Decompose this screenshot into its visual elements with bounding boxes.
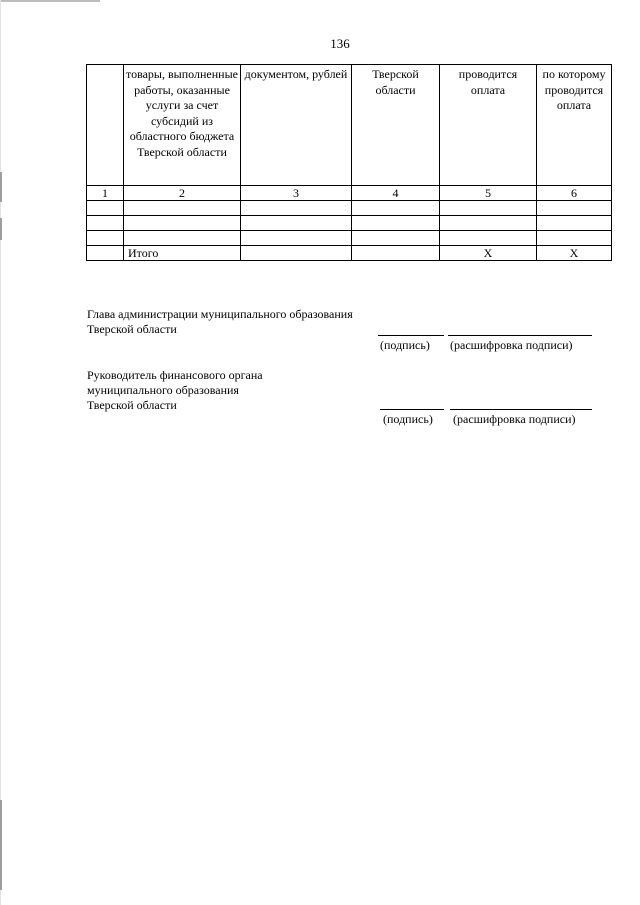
header-cell: документом, рублей — [241, 65, 352, 186]
scan-edge-left — [0, 0, 1, 905]
table-row — [87, 231, 612, 246]
decoding-line — [450, 409, 592, 410]
header-cell: товары, выполненные работы, оказанные услуги за счет субсидий из областного бюджета Тверской области — [124, 65, 241, 186]
table-cell — [440, 216, 537, 231]
table-cell — [241, 231, 352, 246]
table-cell — [87, 231, 124, 246]
table-row — [87, 201, 612, 216]
total-row — [87, 246, 612, 261]
table-row — [87, 216, 612, 231]
scan-mark — [0, 172, 2, 202]
table-cell — [124, 216, 241, 231]
signature-line — [380, 409, 444, 410]
signature-line — [378, 335, 444, 336]
signatory-finance-title — [87, 368, 263, 413]
scan-mark — [0, 800, 2, 890]
table-cell — [352, 231, 440, 246]
decoding-caption: (расшифровка подписи) — [453, 412, 576, 426]
report-table — [86, 64, 612, 261]
scan-edge-top — [0, 0, 100, 2]
decoding-caption: (расшифровка подписи) — [450, 338, 573, 352]
signatory-head-title — [87, 307, 353, 337]
signatory-title-line: муниципального образования — [87, 383, 239, 397]
total-col6-mark: Х — [537, 246, 612, 261]
table-header-row — [87, 65, 612, 186]
column-number: 2 — [124, 186, 241, 201]
table-cell — [241, 246, 352, 261]
signatory-title-line: Руководитель финансового органа — [87, 368, 263, 382]
table-cell — [124, 231, 241, 246]
total-label: Итого — [124, 246, 241, 261]
table-cell — [241, 216, 352, 231]
table-cell — [124, 201, 241, 216]
table-cell — [440, 201, 537, 216]
page-number: 136 — [330, 36, 350, 51]
scan-mark — [0, 218, 2, 240]
column-number: 5 — [440, 186, 537, 201]
table-cell — [87, 246, 124, 261]
table-cell — [440, 231, 537, 246]
signatory-title-line: Тверской области — [87, 322, 177, 336]
table-cell — [352, 216, 440, 231]
column-number: 1 — [87, 186, 124, 201]
column-number-row — [87, 186, 612, 201]
table-cell — [87, 216, 124, 231]
column-number: 4 — [352, 186, 440, 201]
table-cell — [352, 201, 440, 216]
table-cell — [87, 201, 124, 216]
signature-caption: (подпись) — [380, 338, 430, 352]
column-number: 3 — [241, 186, 352, 201]
signatory-title-line: Глава администрации муниципального образования — [87, 307, 353, 321]
column-number: 6 — [537, 186, 612, 201]
header-cell — [87, 65, 124, 186]
decoding-line — [448, 335, 592, 336]
table-cell — [537, 201, 612, 216]
header-cell: Тверской области — [352, 65, 440, 186]
signature-caption: (подпись) — [383, 412, 433, 426]
table-cell — [537, 216, 612, 231]
signatory-title-line: Тверской области — [87, 398, 177, 412]
header-cell: по которому проводится оплата — [537, 65, 612, 186]
total-col5-mark: Х — [440, 246, 537, 261]
table-cell — [241, 201, 352, 216]
header-cell: проводится оплата — [440, 65, 537, 186]
table-cell — [537, 231, 612, 246]
table-cell — [352, 246, 440, 261]
